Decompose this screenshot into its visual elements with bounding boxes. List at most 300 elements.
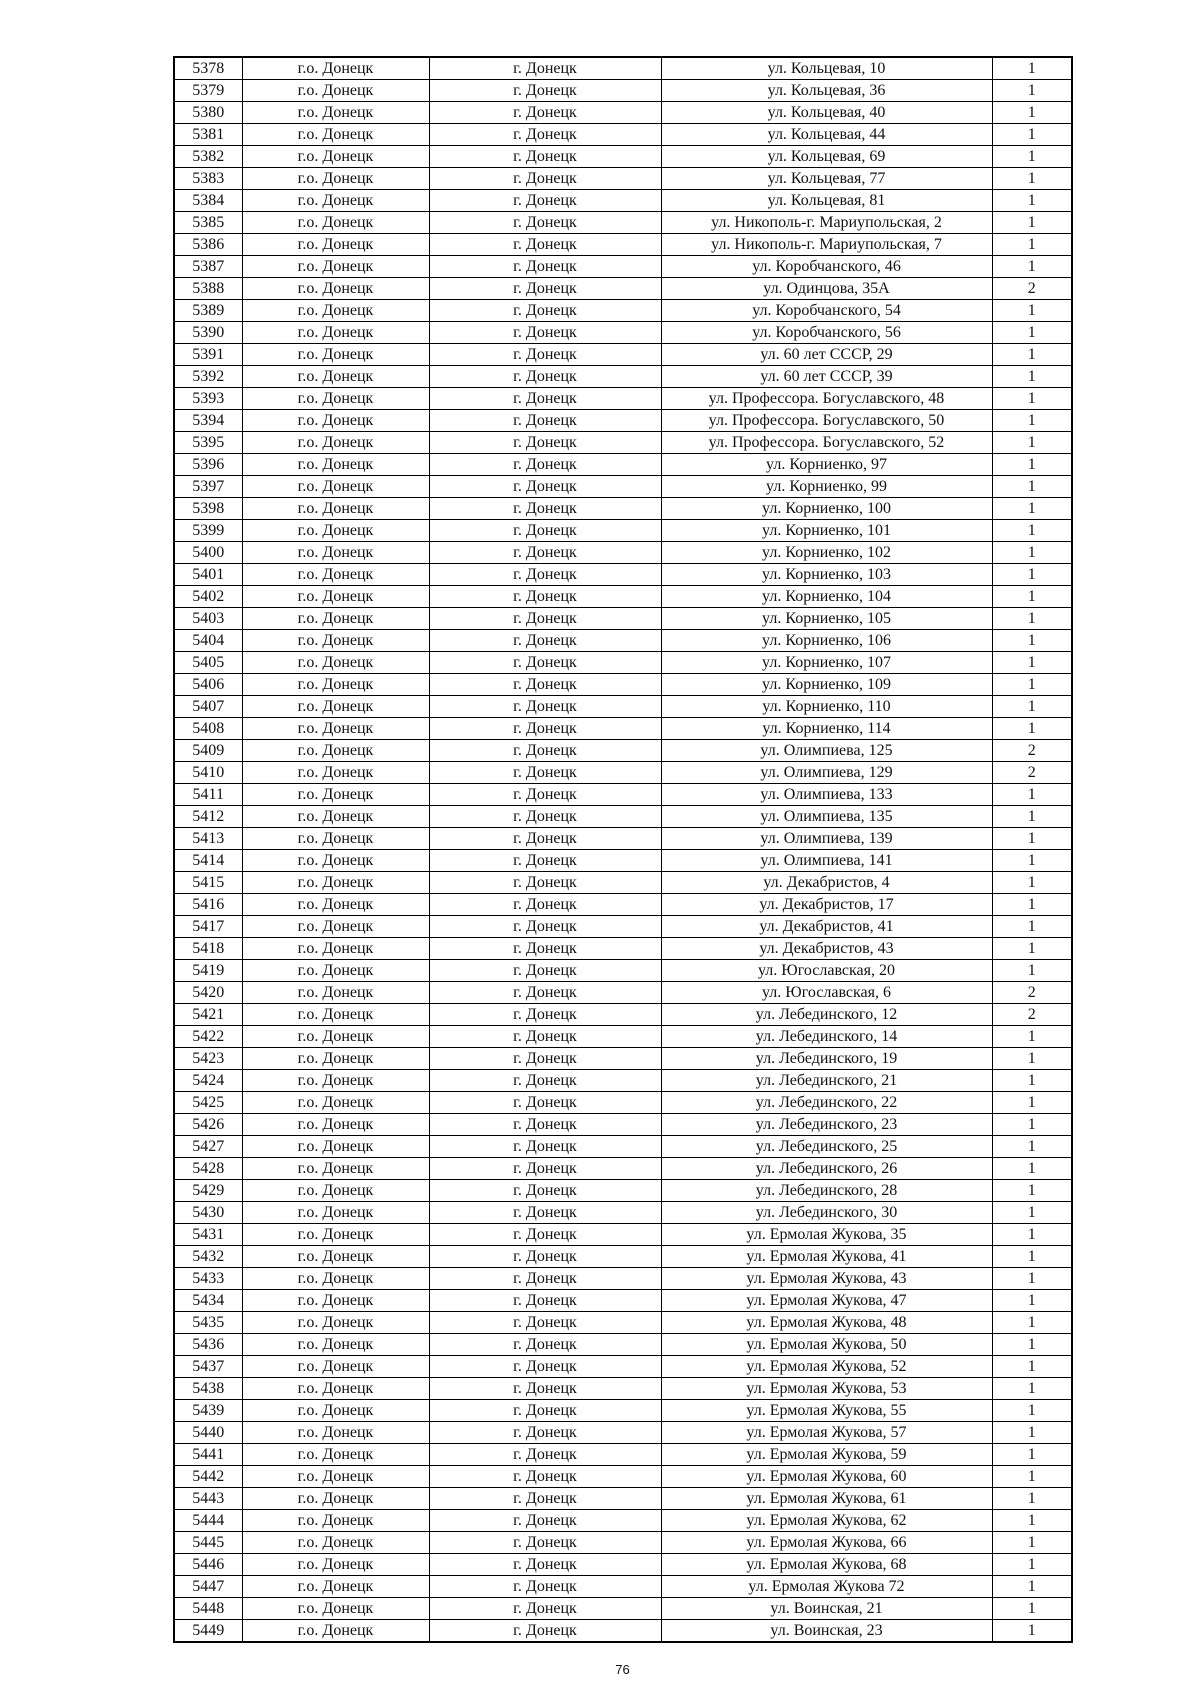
count-cell: 1	[992, 542, 1072, 564]
table-row	[174, 828, 1072, 850]
address-cell: ул. Корниенко, 99	[661, 476, 992, 498]
address-cell: ул. Лебединского, 23	[661, 1114, 992, 1136]
district-cell: г.о. Донецк	[242, 1312, 429, 1334]
district-cell: г.о. Донецк	[242, 300, 429, 322]
address-cell: ул. Лебединского, 19	[661, 1048, 992, 1070]
district-cell: г.о. Донецк	[242, 1488, 429, 1510]
table-row	[174, 982, 1072, 1004]
address-cell: ул. Ермолая Жукова, 52	[661, 1356, 992, 1378]
city-cell: г. Донецк	[429, 498, 661, 520]
row-number-cell: 5387	[174, 256, 242, 278]
district-cell: г.о. Донецк	[242, 982, 429, 1004]
district-cell: г.о. Донецк	[242, 1466, 429, 1488]
count-cell: 1	[992, 806, 1072, 828]
count-cell: 1	[992, 1598, 1072, 1620]
count-cell: 1	[992, 872, 1072, 894]
table-row	[174, 850, 1072, 872]
address-cell: ул. Ермолая Жукова, 55	[661, 1400, 992, 1422]
table-row	[174, 762, 1072, 784]
address-cell: ул. Лебединского, 12	[661, 1004, 992, 1026]
address-cell: ул. 60 лет СССР, 29	[661, 344, 992, 366]
address-cell: ул. Никополь-г. Мариупольская, 2	[661, 212, 992, 234]
city-cell: г. Донецк	[429, 718, 661, 740]
address-cell: ул. Лебединского, 25	[661, 1136, 992, 1158]
row-number-cell: 5435	[174, 1312, 242, 1334]
table-row	[174, 1334, 1072, 1356]
row-number-cell: 5441	[174, 1444, 242, 1466]
table-row	[174, 894, 1072, 916]
city-cell: г. Донецк	[429, 234, 661, 256]
count-cell: 1	[992, 1620, 1072, 1643]
row-number-cell: 5449	[174, 1620, 242, 1643]
district-cell: г.о. Донецк	[242, 674, 429, 696]
row-number-cell: 5386	[174, 234, 242, 256]
table-row	[174, 564, 1072, 586]
count-cell: 2	[992, 278, 1072, 300]
row-number-cell: 5383	[174, 168, 242, 190]
city-cell: г. Донецк	[429, 740, 661, 762]
table-row	[174, 1268, 1072, 1290]
address-cell: ул. Югославская, 6	[661, 982, 992, 1004]
address-cell: ул. Коробчанского, 54	[661, 300, 992, 322]
count-cell: 1	[992, 1312, 1072, 1334]
count-cell: 1	[992, 564, 1072, 586]
district-cell: г.о. Донецк	[242, 828, 429, 850]
table-row	[174, 80, 1072, 102]
count-cell: 1	[992, 124, 1072, 146]
table-row	[174, 1444, 1072, 1466]
row-number-cell: 5400	[174, 542, 242, 564]
address-cell: ул. Корниенко, 103	[661, 564, 992, 586]
district-cell: г.о. Донецк	[242, 740, 429, 762]
table-row	[174, 1598, 1072, 1620]
row-number-cell: 5396	[174, 454, 242, 476]
city-cell: г. Донецк	[429, 1180, 661, 1202]
row-number-cell: 5405	[174, 652, 242, 674]
row-number-cell: 5447	[174, 1576, 242, 1598]
city-cell: г. Донецк	[429, 1202, 661, 1224]
city-cell: г. Донецк	[429, 872, 661, 894]
row-number-cell: 5392	[174, 366, 242, 388]
count-cell: 1	[992, 498, 1072, 520]
district-cell: г.о. Донецк	[242, 1290, 429, 1312]
table-row	[174, 1356, 1072, 1378]
row-number-cell: 5439	[174, 1400, 242, 1422]
row-number-cell: 5445	[174, 1532, 242, 1554]
city-cell: г. Донецк	[429, 1070, 661, 1092]
city-cell: г. Донецк	[429, 80, 661, 102]
address-cell: ул. Коробчанского, 56	[661, 322, 992, 344]
city-cell: г. Донецк	[429, 1158, 661, 1180]
count-cell: 1	[992, 432, 1072, 454]
city-cell: г. Донецк	[429, 586, 661, 608]
city-cell: г. Донецк	[429, 212, 661, 234]
city-cell: г. Донецк	[429, 784, 661, 806]
count-cell: 1	[992, 718, 1072, 740]
count-cell: 1	[992, 344, 1072, 366]
address-cell: ул. Олимпиева, 139	[661, 828, 992, 850]
district-cell: г.о. Донецк	[242, 718, 429, 740]
count-cell: 1	[992, 212, 1072, 234]
table-row	[174, 1554, 1072, 1576]
district-cell: г.о. Донецк	[242, 1004, 429, 1026]
district-cell: г.о. Донецк	[242, 1070, 429, 1092]
table-row	[174, 344, 1072, 366]
table-row	[174, 1202, 1072, 1224]
city-cell: г. Донецк	[429, 410, 661, 432]
address-cell: ул. Кольцевая, 44	[661, 124, 992, 146]
address-cell: ул. Ермолая Жукова, 53	[661, 1378, 992, 1400]
count-cell: 2	[992, 982, 1072, 1004]
city-cell: г. Донецк	[429, 806, 661, 828]
row-number-cell: 5434	[174, 1290, 242, 1312]
table-row	[174, 432, 1072, 454]
city-cell: г. Донецк	[429, 1224, 661, 1246]
address-cell: ул. Ермолая Жукова, 59	[661, 1444, 992, 1466]
table-row	[174, 1048, 1072, 1070]
district-cell: г.о. Донецк	[242, 762, 429, 784]
row-number-cell: 5422	[174, 1026, 242, 1048]
count-cell: 2	[992, 740, 1072, 762]
city-cell: г. Донецк	[429, 146, 661, 168]
city-cell: г. Донецк	[429, 542, 661, 564]
row-number-cell: 5409	[174, 740, 242, 762]
address-cell: ул. Ермолая Жукова, 43	[661, 1268, 992, 1290]
table-row	[174, 608, 1072, 630]
row-number-cell: 5426	[174, 1114, 242, 1136]
row-number-cell: 5399	[174, 520, 242, 542]
table-row	[174, 168, 1072, 190]
count-cell: 1	[992, 696, 1072, 718]
address-cell: ул. Ермолая Жукова, 47	[661, 1290, 992, 1312]
address-cell: ул. 60 лет СССР, 39	[661, 366, 992, 388]
district-cell: г.о. Донецк	[242, 168, 429, 190]
district-cell: г.о. Донецк	[242, 1048, 429, 1070]
district-cell: г.о. Донецк	[242, 696, 429, 718]
count-cell: 1	[992, 1290, 1072, 1312]
city-cell: г. Донецк	[429, 1312, 661, 1334]
row-number-cell: 5411	[174, 784, 242, 806]
row-number-cell: 5443	[174, 1488, 242, 1510]
count-cell: 1	[992, 256, 1072, 278]
district-cell: г.о. Донецк	[242, 1554, 429, 1576]
count-cell: 1	[992, 1378, 1072, 1400]
address-cell: ул. Ермолая Жукова 72	[661, 1576, 992, 1598]
row-number-cell: 5442	[174, 1466, 242, 1488]
city-cell: г. Донецк	[429, 1554, 661, 1576]
district-cell: г.о. Донецк	[242, 630, 429, 652]
table-row	[174, 542, 1072, 564]
address-cell: ул. Олимпиева, 125	[661, 740, 992, 762]
table-row	[174, 1158, 1072, 1180]
address-cell: ул. Профессора. Богуславского, 48	[661, 388, 992, 410]
district-cell: г.о. Донецк	[242, 872, 429, 894]
table-row	[174, 1466, 1072, 1488]
address-cell: ул. Олимпиева, 129	[661, 762, 992, 784]
count-cell: 1	[992, 1356, 1072, 1378]
address-cell: ул. Кольцевая, 10	[661, 57, 992, 80]
address-cell: ул. Воинская, 21	[661, 1598, 992, 1620]
count-cell: 1	[992, 410, 1072, 432]
district-cell: г.о. Донецк	[242, 608, 429, 630]
count-cell: 1	[992, 234, 1072, 256]
address-cell: ул. Ермолая Жукова, 50	[661, 1334, 992, 1356]
address-cell: ул. Лебединского, 28	[661, 1180, 992, 1202]
row-number-cell: 5397	[174, 476, 242, 498]
city-cell: г. Донецк	[429, 1378, 661, 1400]
row-number-cell: 5408	[174, 718, 242, 740]
city-cell: г. Донецк	[429, 1532, 661, 1554]
district-cell: г.о. Донецк	[242, 234, 429, 256]
count-cell: 1	[992, 1268, 1072, 1290]
table-row	[174, 1136, 1072, 1158]
district-cell: г.о. Донецк	[242, 476, 429, 498]
table-row	[174, 454, 1072, 476]
city-cell: г. Донецк	[429, 850, 661, 872]
district-cell: г.о. Донецк	[242, 212, 429, 234]
table-row	[174, 498, 1072, 520]
table-row	[174, 806, 1072, 828]
city-cell: г. Донецк	[429, 1268, 661, 1290]
table-row	[174, 1400, 1072, 1422]
table-row	[174, 300, 1072, 322]
table-row	[174, 696, 1072, 718]
table-row	[174, 1620, 1072, 1643]
row-number-cell: 5416	[174, 894, 242, 916]
table-row	[174, 872, 1072, 894]
row-number-cell: 5391	[174, 344, 242, 366]
table-row	[174, 520, 1072, 542]
district-cell: г.о. Донецк	[242, 1114, 429, 1136]
count-cell: 1	[992, 674, 1072, 696]
table-row	[174, 1224, 1072, 1246]
address-cell: ул. Ермолая Жукова, 61	[661, 1488, 992, 1510]
district-cell: г.о. Донецк	[242, 1158, 429, 1180]
district-cell: г.о. Донецк	[242, 1510, 429, 1532]
district-cell: г.о. Донецк	[242, 146, 429, 168]
row-number-cell: 5382	[174, 146, 242, 168]
address-cell: ул. Корниенко, 109	[661, 674, 992, 696]
address-cell: ул. Корниенко, 97	[661, 454, 992, 476]
row-number-cell: 5407	[174, 696, 242, 718]
table-row	[174, 410, 1072, 432]
address-cell: ул. Кольцевая, 36	[661, 80, 992, 102]
address-cell: ул. Кольцевая, 81	[661, 190, 992, 212]
city-cell: г. Донецк	[429, 102, 661, 124]
address-cell: ул. Ермолая Жукова, 48	[661, 1312, 992, 1334]
table-row	[174, 1532, 1072, 1554]
table-row	[174, 476, 1072, 498]
city-cell: г. Донецк	[429, 1026, 661, 1048]
district-cell: г.о. Донецк	[242, 410, 429, 432]
row-number-cell: 5432	[174, 1246, 242, 1268]
address-cell: ул. Декабристов, 4	[661, 872, 992, 894]
count-cell: 1	[992, 1422, 1072, 1444]
address-cell: ул. Профессора. Богуславского, 52	[661, 432, 992, 454]
count-cell: 1	[992, 1488, 1072, 1510]
city-cell: г. Донецк	[429, 344, 661, 366]
table-row	[174, 1576, 1072, 1598]
table-row	[174, 916, 1072, 938]
count-cell: 1	[992, 608, 1072, 630]
city-cell: г. Донецк	[429, 1598, 661, 1620]
count-cell: 1	[992, 1026, 1072, 1048]
city-cell: г. Донецк	[429, 256, 661, 278]
city-cell: г. Донецк	[429, 520, 661, 542]
district-cell: г.о. Донецк	[242, 960, 429, 982]
count-cell: 1	[992, 476, 1072, 498]
count-cell: 1	[992, 1202, 1072, 1224]
district-cell: г.о. Донецк	[242, 894, 429, 916]
row-number-cell: 5394	[174, 410, 242, 432]
district-cell: г.о. Донецк	[242, 1224, 429, 1246]
count-cell: 1	[992, 80, 1072, 102]
address-cell: ул. Декабристов, 17	[661, 894, 992, 916]
city-cell: г. Донецк	[429, 190, 661, 212]
count-cell: 1	[992, 1158, 1072, 1180]
table-row	[174, 1510, 1072, 1532]
row-number-cell: 5448	[174, 1598, 242, 1620]
row-number-cell: 5425	[174, 1092, 242, 1114]
district-cell: г.о. Донецк	[242, 1422, 429, 1444]
city-cell: г. Донецк	[429, 960, 661, 982]
city-cell: г. Донецк	[429, 1246, 661, 1268]
address-cell: ул. Коробчанского, 46	[661, 256, 992, 278]
count-cell: 1	[992, 1092, 1072, 1114]
city-cell: г. Донецк	[429, 1510, 661, 1532]
address-cell: ул. Ермолая Жукова, 57	[661, 1422, 992, 1444]
district-cell: г.о. Донецк	[242, 80, 429, 102]
district-cell: г.о. Донецк	[242, 1620, 429, 1643]
district-cell: г.о. Донецк	[242, 1180, 429, 1202]
address-cell: ул. Корниенко, 105	[661, 608, 992, 630]
city-cell: г. Донецк	[429, 1576, 661, 1598]
table-row	[174, 212, 1072, 234]
address-cell: ул. Корниенко, 100	[661, 498, 992, 520]
row-number-cell: 5421	[174, 1004, 242, 1026]
address-cell: ул. Корниенко, 101	[661, 520, 992, 542]
row-number-cell: 5414	[174, 850, 242, 872]
table-row	[174, 938, 1072, 960]
district-cell: г.о. Донецк	[242, 322, 429, 344]
count-cell: 1	[992, 1136, 1072, 1158]
count-cell: 1	[992, 938, 1072, 960]
city-cell: г. Донецк	[429, 476, 661, 498]
table-row	[174, 366, 1072, 388]
table-row	[174, 674, 1072, 696]
address-cell: ул. Олимпиева, 141	[661, 850, 992, 872]
table-row	[174, 1026, 1072, 1048]
count-cell: 1	[992, 102, 1072, 124]
city-cell: г. Донецк	[429, 366, 661, 388]
city-cell: г. Донецк	[429, 1444, 661, 1466]
count-cell: 1	[992, 586, 1072, 608]
row-number-cell: 5402	[174, 586, 242, 608]
row-number-cell: 5419	[174, 960, 242, 982]
address-cell: ул. Лебединского, 26	[661, 1158, 992, 1180]
city-cell: г. Донецк	[429, 1092, 661, 1114]
row-number-cell: 5420	[174, 982, 242, 1004]
count-cell: 1	[992, 828, 1072, 850]
district-cell: г.о. Донецк	[242, 916, 429, 938]
district-cell: г.о. Донецк	[242, 652, 429, 674]
district-cell: г.о. Донецк	[242, 454, 429, 476]
count-cell: 1	[992, 300, 1072, 322]
city-cell: г. Донецк	[429, 278, 661, 300]
count-cell: 1	[992, 630, 1072, 652]
city-cell: г. Донецк	[429, 762, 661, 784]
district-cell: г.о. Донецк	[242, 344, 429, 366]
address-cell: ул. Лебединского, 21	[661, 1070, 992, 1092]
district-cell: г.о. Донецк	[242, 1334, 429, 1356]
table-row	[174, 57, 1072, 80]
row-number-cell: 5429	[174, 1180, 242, 1202]
district-cell: г.о. Донецк	[242, 806, 429, 828]
address-cell: ул. Декабристов, 41	[661, 916, 992, 938]
table-row	[174, 1312, 1072, 1334]
table-row	[174, 784, 1072, 806]
address-cell: ул. Одинцова, 35А	[661, 278, 992, 300]
row-number-cell: 5410	[174, 762, 242, 784]
address-cell: ул. Корниенко, 114	[661, 718, 992, 740]
address-cell: ул. Корниенко, 104	[661, 586, 992, 608]
district-cell: г.о. Донецк	[242, 190, 429, 212]
table-row	[174, 1180, 1072, 1202]
row-number-cell: 5388	[174, 278, 242, 300]
address-cell: ул. Кольцевая, 69	[661, 146, 992, 168]
address-cell: ул. Никополь-г. Мариупольская, 7	[661, 234, 992, 256]
row-number-cell: 5404	[174, 630, 242, 652]
row-number-cell: 5436	[174, 1334, 242, 1356]
city-cell: г. Донецк	[429, 982, 661, 1004]
district-cell: г.о. Донецк	[242, 564, 429, 586]
count-cell: 1	[992, 322, 1072, 344]
table-row	[174, 1246, 1072, 1268]
district-cell: г.о. Донецк	[242, 1268, 429, 1290]
address-cell: ул. Декабристов, 43	[661, 938, 992, 960]
address-cell: ул. Ермолая Жукова, 62	[661, 1510, 992, 1532]
table-row	[174, 1070, 1072, 1092]
row-number-cell: 5418	[174, 938, 242, 960]
row-number-cell: 5430	[174, 1202, 242, 1224]
table-row	[174, 718, 1072, 740]
district-cell: г.о. Донецк	[242, 57, 429, 80]
city-cell: г. Донецк	[429, 322, 661, 344]
city-cell: г. Донецк	[429, 1114, 661, 1136]
count-cell: 1	[992, 1114, 1072, 1136]
row-number-cell: 5424	[174, 1070, 242, 1092]
table-row	[174, 278, 1072, 300]
address-cell: ул. Корниенко, 106	[661, 630, 992, 652]
row-number-cell: 5428	[174, 1158, 242, 1180]
address-cell: ул. Лебединского, 22	[661, 1092, 992, 1114]
count-cell: 1	[992, 1532, 1072, 1554]
count-cell: 2	[992, 1004, 1072, 1026]
count-cell: 1	[992, 366, 1072, 388]
table-body	[174, 57, 1072, 1642]
district-cell: г.о. Донецк	[242, 124, 429, 146]
city-cell: г. Донецк	[429, 1290, 661, 1312]
district-cell: г.о. Донецк	[242, 1400, 429, 1422]
district-cell: г.о. Донецк	[242, 850, 429, 872]
city-cell: г. Донецк	[429, 1488, 661, 1510]
city-cell: г. Донецк	[429, 1334, 661, 1356]
city-cell: г. Донецк	[429, 168, 661, 190]
table-row	[174, 652, 1072, 674]
count-cell: 1	[992, 1444, 1072, 1466]
city-cell: г. Донецк	[429, 300, 661, 322]
table-row	[174, 388, 1072, 410]
